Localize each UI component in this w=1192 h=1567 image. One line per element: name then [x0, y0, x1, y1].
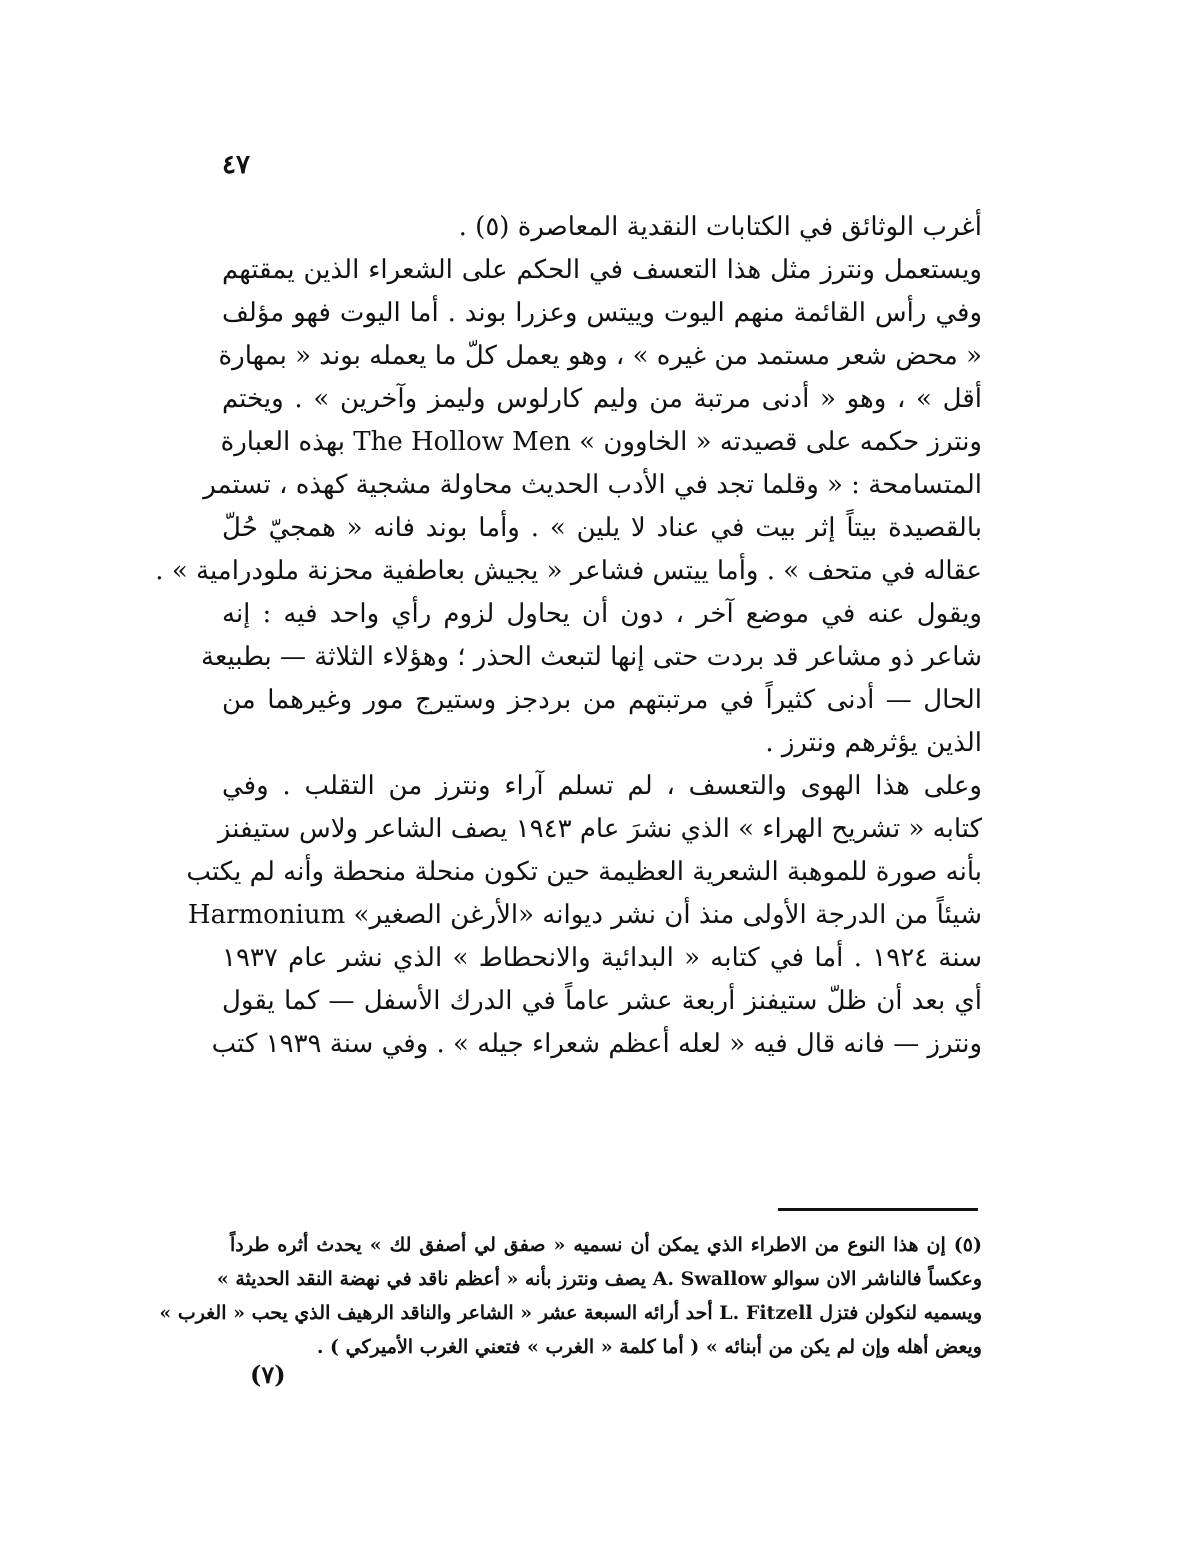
text-line: بأنه صورة للموهبة الشعرية العظيمة حين تكون منحلة منحطة وأنه لم يكتب	[186, 857, 982, 887]
text-line: شيئاً من الدرجة الأولى منذ أن نشر ديوانه «الأرغن الصغير» Harmonium	[187, 900, 982, 930]
text-line: ويستعمل ونترز مثل هذا التعسف في الحكم على الشعراء الذين يمقتهم	[222, 255, 982, 285]
text-line: الذين يؤثرهم ونترز .	[765, 728, 982, 758]
text-line: ونترز حكمه على قصيدته « الخاوون » The Hollow Men بهذه العبارة	[220, 427, 982, 457]
footnote-line: وعكساً فالناشر الان سوالو A. Swallow يصف ونترز بأنه « أعظم ناقد في نهضة النقد الحديثة »	[216, 1268, 982, 1290]
body-text	[155, 206, 982, 1066]
text-line: أغرب الوثائق في الكتابات النقدية المعاصرة (٥) .	[458, 212, 982, 242]
text-line: كتابه « تشريح الهراء » الذي نشرَ عام ١٩٤٣ يصف الشاعر ولاس ستيفنز	[217, 814, 982, 844]
paragraph-3	[186, 765, 982, 1066]
footnote-line: ويعض أهله وإن لم يكن من أبنائه » ( أما كلمة « الغرب » فتعني الغرب الأميركي ) .	[316, 1336, 982, 1358]
text-line: أقل » ، وهو « أدنى مرتبة من وليم كارلوس وليمز وآخرين » . ويختم	[222, 384, 982, 414]
text-line: المتسامحة : « وقلما تجد في الأدب الحديث محاولة مشجية كهذه ، تستمر	[203, 470, 982, 500]
footnote-line: (٥) إن هذا النوع من الاطراء الذي يمكن أن نسميه « صفق لي أصفق لك » يحدث أثره طرداً	[230, 1234, 982, 1256]
text-line: سنة ١٩٢٤ . أما في كتابه « البدائية والانحطاط » الذي نشر عام ١٩٣٧	[222, 943, 982, 973]
page-mark: (٧)	[250, 1360, 286, 1389]
text-line: الحال — أدنى كثيراً في مرتبتهم من بردجز وستيرج مور وغيرهما من	[222, 685, 982, 715]
text-line: عقاله في متحف » . وأما ييتس فشاعر « يجيش بعاطفية محزنة ملودرامية » .	[155, 556, 982, 586]
text-line: « محض شعر مستمد من غيره » ، وهو يعمل كلّ ما يعمله بوند « بمهارة	[218, 341, 982, 371]
page-number: ٤٧	[222, 150, 250, 180]
footnote-line: ويسميه لنكولن فتزل L. Fitzell أحد أرائه السبعة عشر « الشاعر والناقد الرهيف الذي يحب « الغرب »	[159, 1302, 982, 1324]
text-line: بالقصيدة بيتاً إثر بيت في عناد لا يلين » . وأما بوند فانه « همجيّ حُلّ	[222, 513, 982, 543]
paragraph-2	[155, 249, 982, 765]
text-line: وفي رأس القائمة منهم اليوت وييتس وعزرا بوند . أما اليوت فهو مؤلف	[222, 298, 982, 328]
paragraph-1	[222, 206, 982, 249]
text-line: وعلى هذا الهوى والتعسف ، لم تسلم آراء ونترز من التقلب . وفي	[222, 771, 982, 801]
footnote-divider	[778, 1208, 978, 1211]
text-line: ونترز — فانه قال فيه « لعله أعظم شعراء جيله » . وفي سنة ١٩٣٩ كتب	[211, 1029, 982, 1059]
text-line: شاعر ذو مشاعر قد بردت حتى إنها لتبعث الحذر ؛ وهؤلاء الثلاثة — بطبيعة	[201, 642, 982, 672]
text-line: أي بعد أن ظلّ ستيفنز أربعة عشر عاماً في الدرك الأسفل — كما يقول	[222, 986, 982, 1016]
footnote	[159, 1228, 982, 1364]
text-line: ويقول عنه في موضع آخر ، دون أن يحاول لزوم رأي واحد فيه : إنه	[222, 599, 982, 629]
